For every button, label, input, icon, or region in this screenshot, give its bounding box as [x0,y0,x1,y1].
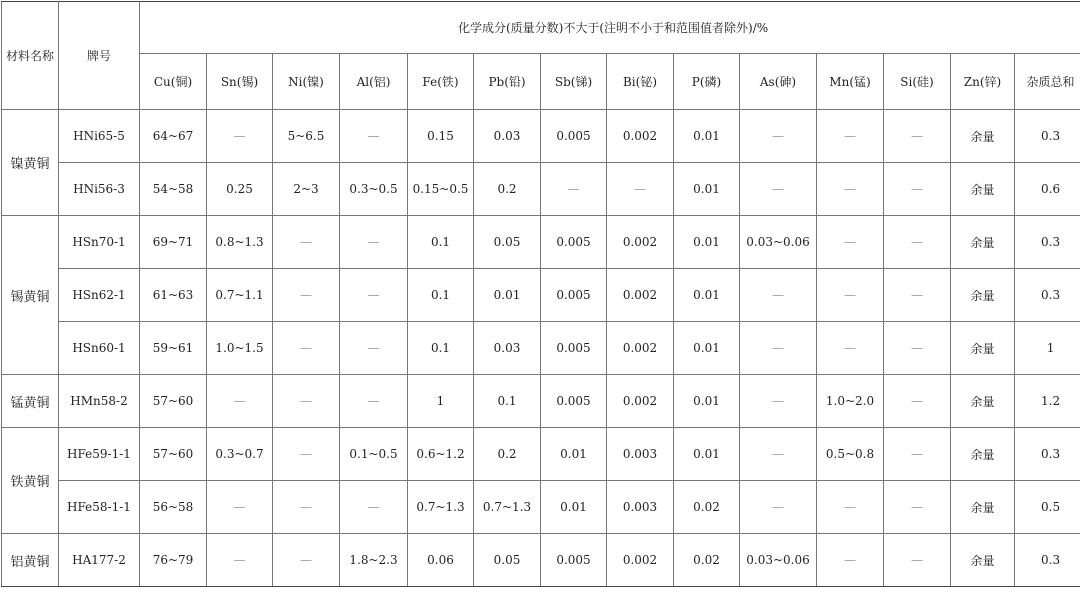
value-cell: 0.02 [674,481,740,534]
grade-cell: HSn70-1 [59,216,140,269]
table-row [2,428,1080,481]
value-cell: 0.7~1.3 [474,481,541,534]
value-cell: 余量 [951,110,1015,163]
value-cell: — [740,269,817,322]
category-cell: 铁黄铜 [2,428,59,534]
grade-cell: HMn58-2 [59,375,140,428]
value-cell: — [340,481,408,534]
value-cell: 0.002 [607,110,674,163]
column-header: P(磷) [674,54,740,110]
value-cell: 余量 [951,322,1015,375]
table-row [2,110,1080,163]
value-cell: 0.01 [541,481,607,534]
value-cell: 0.002 [607,534,674,587]
grade-cell: HNi65-5 [59,110,140,163]
value-cell: 76~79 [140,534,207,587]
value-cell: 0.005 [541,216,607,269]
value-cell: 余量 [951,269,1015,322]
value-cell: — [207,534,273,587]
table-row [2,163,1080,216]
grade-cell: HFe59-1-1 [59,428,140,481]
value-cell: 0.1 [408,269,474,322]
value-cell: — [273,375,340,428]
value-cell: 0.3 [1015,216,1080,269]
value-cell: 0.2 [474,163,541,216]
value-cell: 0.3~0.5 [340,163,408,216]
value-cell: — [884,163,951,216]
value-cell: 0.05 [474,216,541,269]
value-cell: 余量 [951,428,1015,481]
column-header: Zn(锌) [951,54,1015,110]
value-cell: — [884,481,951,534]
value-cell: 0.005 [541,110,607,163]
value-cell: 64~67 [140,110,207,163]
column-header: 杂质总和 [1015,54,1080,110]
value-cell: 0.15 [408,110,474,163]
value-cell: 0.3 [1015,110,1080,163]
value-cell: — [884,375,951,428]
value-cell: 1 [1015,322,1080,375]
value-cell: — [340,110,408,163]
grade-cell: HNi56-3 [59,163,140,216]
value-cell: — [340,216,408,269]
value-cell: — [340,375,408,428]
value-cell: 0.01 [674,428,740,481]
grade-cell: HFe58-1-1 [59,481,140,534]
value-cell: 0.005 [541,269,607,322]
value-cell: 0.03~0.06 [740,534,817,587]
value-cell: 0.003 [607,481,674,534]
value-cell: 1.8~2.3 [340,534,408,587]
value-cell: — [340,322,408,375]
value-cell: 0.25 [207,163,273,216]
table-body [2,110,1080,587]
value-cell: — [740,163,817,216]
value-cell: 余量 [951,534,1015,587]
value-cell: 0.2 [474,428,541,481]
value-cell: 0.002 [607,216,674,269]
value-cell: — [273,534,340,587]
value-cell: — [817,534,884,587]
value-cell: 69~71 [140,216,207,269]
column-header: Al(铝) [340,54,408,110]
value-cell: — [817,110,884,163]
value-cell: 0.01 [674,375,740,428]
column-header: Cu(铜) [140,54,207,110]
value-cell: 0.1 [408,216,474,269]
value-cell: 0.002 [607,269,674,322]
column-header: Si(硅) [884,54,951,110]
value-cell: 0.002 [607,322,674,375]
table-row [2,269,1080,322]
value-cell: — [273,428,340,481]
category-cell: 锰黄铜 [2,375,59,428]
value-cell: — [817,216,884,269]
value-cell: 0.02 [674,534,740,587]
value-cell: 0.002 [607,375,674,428]
table-row [2,481,1080,534]
value-cell: 0.03 [474,110,541,163]
value-cell: 2~3 [273,163,340,216]
material-name-header: 材料名称 [2,2,59,110]
value-cell: — [884,322,951,375]
value-cell: 0.3 [1015,269,1080,322]
value-cell: 0.7~1.3 [408,481,474,534]
table-row [2,216,1080,269]
value-cell: 0.6 [1015,163,1080,216]
value-cell: 1.2 [1015,375,1080,428]
brass-composition-table [1,1,1080,587]
grade-cell: HA177-2 [59,534,140,587]
value-cell: 0.005 [541,322,607,375]
value-cell: 0.01 [674,322,740,375]
value-cell: 0.01 [541,428,607,481]
value-cell: — [207,110,273,163]
composition-title: 化学成分(质量分数)不大于(注明不小于和范围值者除外)/% [140,2,1080,54]
column-header: Fe(铁) [408,54,474,110]
value-cell: 0.1 [408,322,474,375]
value-cell: — [740,481,817,534]
value-cell: 余量 [951,163,1015,216]
grade-cell: HSn60-1 [59,322,140,375]
value-cell: — [273,322,340,375]
value-cell: 0.01 [674,216,740,269]
value-cell: — [207,375,273,428]
value-cell: 0.01 [674,163,740,216]
value-cell: 54~58 [140,163,207,216]
table-row [2,534,1080,587]
value-cell: 0.3 [1015,534,1080,587]
value-cell: — [273,216,340,269]
value-cell: 0.003 [607,428,674,481]
value-cell: 0.06 [408,534,474,587]
value-cell: — [740,428,817,481]
value-cell: — [884,110,951,163]
value-cell: 0.005 [541,534,607,587]
value-cell: — [884,534,951,587]
value-cell: — [884,428,951,481]
value-cell: — [740,110,817,163]
value-cell: 余量 [951,375,1015,428]
value-cell: — [541,163,607,216]
value-cell: — [817,269,884,322]
value-cell: 0.1~0.5 [340,428,408,481]
value-cell: 0.01 [674,110,740,163]
value-cell: — [740,375,817,428]
column-header: Sn(锡) [207,54,273,110]
value-cell: 1.0~2.0 [817,375,884,428]
value-cell: 0.005 [541,375,607,428]
category-cell: 铝黄铜 [2,534,59,587]
column-header: Sb(锑) [541,54,607,110]
value-cell: — [817,481,884,534]
value-cell: 余量 [951,481,1015,534]
value-cell: 56~58 [140,481,207,534]
value-cell: 1 [408,375,474,428]
table-row [2,322,1080,375]
value-cell: — [884,269,951,322]
column-header: As(砷) [740,54,817,110]
value-cell: 0.05 [474,534,541,587]
value-cell: 0.7~1.1 [207,269,273,322]
value-cell: 0.15~0.5 [408,163,474,216]
value-cell: 57~60 [140,428,207,481]
value-cell: — [884,216,951,269]
value-cell: 0.3 [1015,428,1080,481]
value-cell: 0.5 [1015,481,1080,534]
value-cell: 57~60 [140,375,207,428]
value-cell: 0.03 [474,322,541,375]
value-cell: 0.6~1.2 [408,428,474,481]
table-row [2,375,1080,428]
value-cell: — [207,481,273,534]
value-cell: 0.03~0.06 [740,216,817,269]
value-cell: 0.5~0.8 [817,428,884,481]
value-cell: 1.0~1.5 [207,322,273,375]
value-cell: — [607,163,674,216]
value-cell: — [340,269,408,322]
value-cell: 0.01 [474,269,541,322]
column-header: Bi(铋) [607,54,674,110]
value-cell: 0.01 [674,269,740,322]
value-cell: — [817,322,884,375]
value-cell: — [817,163,884,216]
grade-cell: HSn62-1 [59,269,140,322]
value-cell: 0.3~0.7 [207,428,273,481]
value-cell: 5~6.5 [273,110,340,163]
value-cell: 余量 [951,216,1015,269]
value-cell: 0.1 [474,375,541,428]
value-cell: 59~61 [140,322,207,375]
grade-header: 牌号 [59,2,140,110]
value-cell: 0.8~1.3 [207,216,273,269]
value-cell: — [273,481,340,534]
value-cell: 61~63 [140,269,207,322]
column-header: Mn(锰) [817,54,884,110]
column-header: Pb(铅) [474,54,541,110]
value-cell: — [740,322,817,375]
value-cell: — [273,269,340,322]
category-cell: 锡黄铜 [2,216,59,375]
category-cell: 镍黄铜 [2,110,59,216]
column-header: Ni(镍) [273,54,340,110]
